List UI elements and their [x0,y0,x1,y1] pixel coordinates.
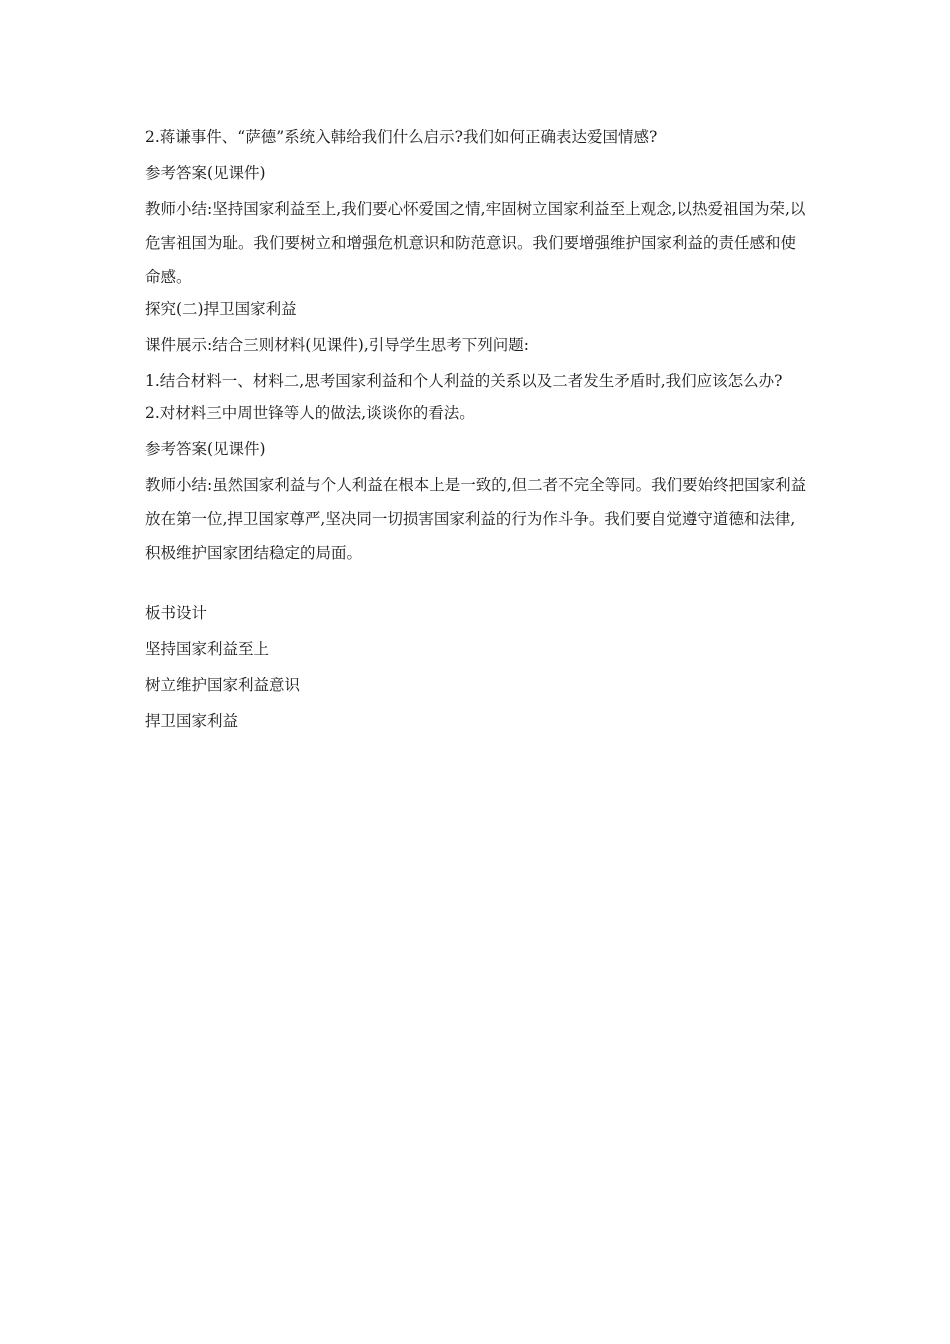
teacher-summary-1: 教师小结:坚持国家利益至上,我们要心怀爱国之情,牢固树立国家利益至上观念,以热爱祖国为荣,以危害祖国为耻。我们要树立和增强危机意识和防范意识。我们要增强维护国家利益的责任感和使命感。 [145,200,806,286]
question-2: 2.蒋谦事件、“萨德”系统入韩给我们什么启示?我们如何正确表达爱国情感? [145,128,658,146]
question-2-material-3: 2.对材料三中周世锋等人的做法,谈谈你的看法。 [145,404,475,422]
board-design-heading: 板书设计 [145,604,208,622]
question-1: 1.结合材料一、材料二,思考国家利益和个人利益的关系以及二者发生矛盾时,我们应该怎么办? [145,372,783,390]
board-design-item: 树立维护国家利益意识 [145,676,301,694]
reference-answer-2: 参考答案(见课件) [145,440,266,458]
section-gap [145,574,810,602]
reference-answer-1: 参考答案(见课件) [145,164,266,182]
board-design-item: 坚持国家利益至上 [145,640,270,658]
teacher-summary-2: 教师小结:虽然国家利益与个人利益在根本上是一致的,但二者不完全等同。我们要始终把国家利益放在第一位,捍卫国家尊严,坚决同一切损害国家利益的行为作斗争。我们要自觉遵守道德和法律,积极维护国家团结稳定的局面。 [145,476,807,562]
inquiry-2-heading: 探究(二)捍卫国家利益 [145,300,297,318]
board-design-item: 捍卫国家利益 [145,712,239,730]
document-body [145,126,810,746]
courseware-display: 课件展示:结合三则材料(见课件),引导学生思考下列问题: [145,336,529,354]
